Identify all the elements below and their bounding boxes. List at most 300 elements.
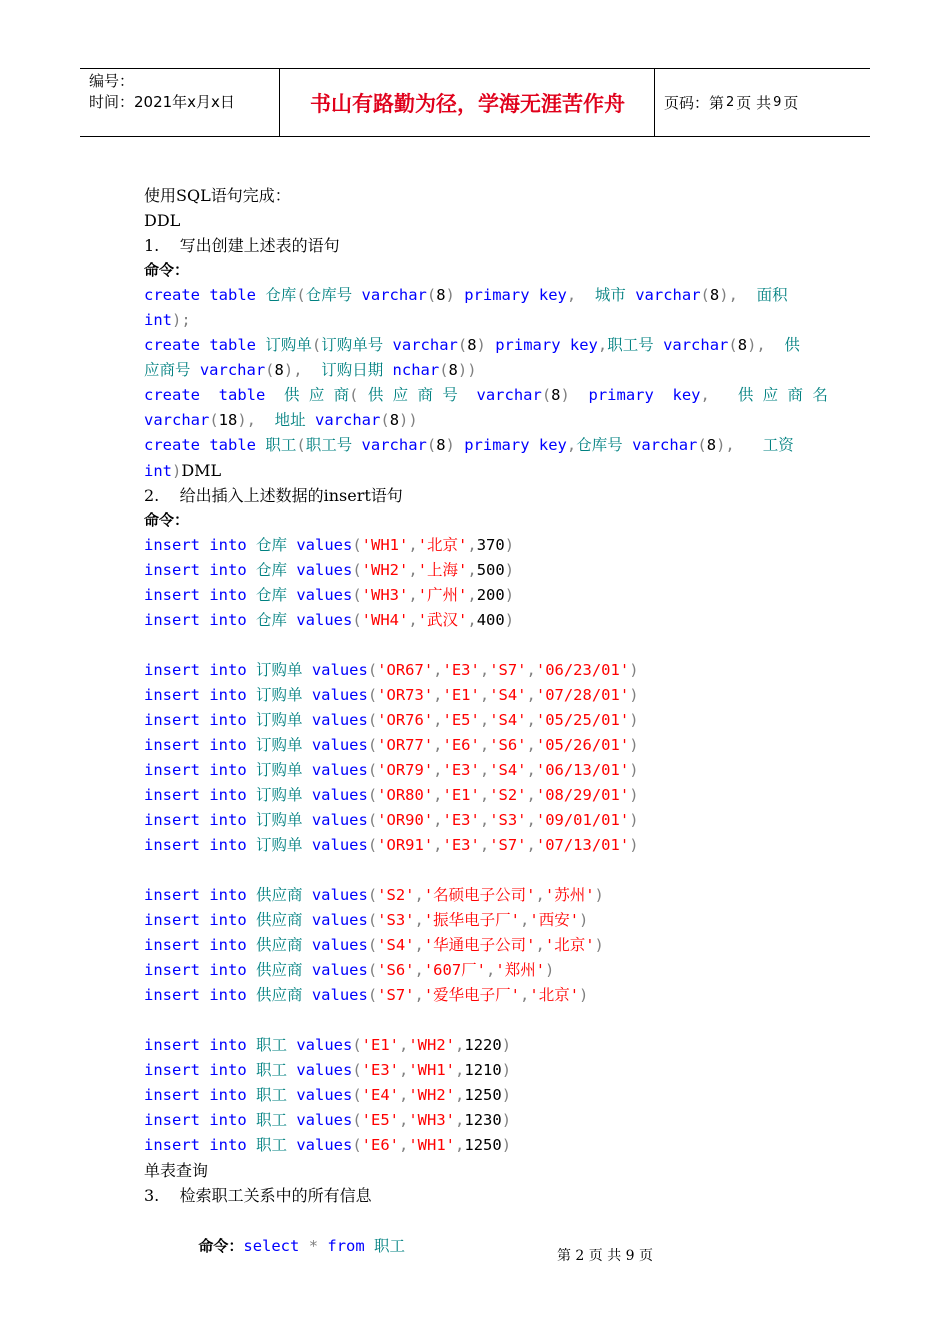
code-token-pun: ) xyxy=(476,336,496,354)
code-token-pun: ( xyxy=(367,686,378,704)
code-token-str: 'E3' xyxy=(361,1061,399,1079)
code-token-kw: insert into xyxy=(144,1061,256,1079)
code-token-str: 'WH1' xyxy=(408,1136,456,1154)
code-token-pun: , xyxy=(433,736,443,754)
code-token-kw: insert into xyxy=(144,686,256,704)
code-token-num: 1220 xyxy=(464,1036,502,1054)
code-token-id: 职工 xyxy=(255,1036,297,1054)
code-token-kw: varchar xyxy=(361,286,427,304)
ddl-code-block xyxy=(144,283,828,483)
code-token-id: 供应商 xyxy=(255,911,312,929)
code-token-pun: ) xyxy=(629,761,639,779)
code-token-str: 'S3' xyxy=(377,911,415,929)
code-token-kw: values xyxy=(311,811,368,829)
code-token-pun: , xyxy=(479,836,490,854)
code-line xyxy=(144,708,810,733)
code-line xyxy=(144,583,810,608)
code-token-str: 'S4' xyxy=(377,936,415,954)
code-token-pun: , xyxy=(566,286,595,304)
code-token-pun: ( xyxy=(697,436,707,454)
code-line xyxy=(144,308,810,333)
code-token-pun: ( xyxy=(352,1136,362,1154)
code-token-pun: ( xyxy=(367,911,378,929)
code-token-num: 8 xyxy=(389,411,400,429)
code-token-pun: , xyxy=(399,1111,409,1129)
code-line xyxy=(144,1033,810,1058)
document-body xyxy=(144,183,828,1255)
code-line xyxy=(144,458,810,483)
code-line xyxy=(144,833,810,858)
code-token-kw: values xyxy=(296,1136,353,1154)
code-token-kw: varchar xyxy=(476,386,542,404)
code-token-pun: ) xyxy=(629,786,639,804)
code-token-pun: , xyxy=(414,961,424,979)
code-token-kw: insert into xyxy=(144,1036,256,1054)
code-token-str: '607厂' xyxy=(423,961,487,979)
command-label: 命令： xyxy=(144,261,190,279)
code-token-pun: , xyxy=(526,661,536,679)
code-token-id: 工资 xyxy=(762,436,794,454)
code-token-pun: ) xyxy=(579,911,589,929)
question-1: 1. 写出创建上述表的语句 xyxy=(144,236,340,255)
code-token-pun: ), xyxy=(747,336,785,354)
code-token-txt: DML xyxy=(181,461,222,480)
question-2: 2. 给出插入上述数据的insert语句 xyxy=(144,486,403,505)
code-token-kw: nchar xyxy=(392,361,440,379)
code-token-pun: , xyxy=(526,686,536,704)
code-token-id: 职工 xyxy=(255,1061,297,1079)
code-token-id: 供 应 商 号 xyxy=(367,386,477,404)
code-token-pun: , xyxy=(467,561,477,579)
blank-line xyxy=(144,858,810,883)
code-token-pun: ) xyxy=(504,536,515,554)
command-label: 命令： xyxy=(144,511,190,529)
code-token-pun: , xyxy=(526,761,536,779)
code-token-str: 'OR67' xyxy=(377,661,434,679)
code-token-num: 370 xyxy=(476,536,505,554)
code-token-pun: ) xyxy=(560,386,589,404)
code-token-pun: ( xyxy=(352,586,362,604)
code-token-pun: , xyxy=(433,811,443,829)
code-token-pun: ( xyxy=(457,336,468,354)
code-token-pun: ) xyxy=(172,462,182,480)
code-line xyxy=(144,808,810,833)
code-token-str: 'OR76' xyxy=(377,711,434,729)
code-token-pun: ( xyxy=(426,436,437,454)
code-token-id: 订购单 xyxy=(265,336,312,354)
code-token-str: 'S3' xyxy=(489,811,527,829)
code-token-pun: ) xyxy=(501,1061,512,1079)
page-prefix: 页码：第 xyxy=(664,94,725,112)
code-token-pun: ( xyxy=(367,886,378,904)
document-header xyxy=(80,68,870,137)
code-token-id: 订购单 xyxy=(255,786,312,804)
header-date-label: 时间：2021年x月x日 xyxy=(89,93,235,111)
code-token-str: '05/26/01' xyxy=(535,736,630,754)
code-token-pun: , xyxy=(526,786,536,804)
code-token-kw: insert into xyxy=(144,611,256,629)
code-token-kw: insert into xyxy=(144,586,256,604)
code-token-str: 'WH2' xyxy=(361,561,409,579)
code-token-pun: ) xyxy=(629,811,639,829)
code-token-pun: ( xyxy=(367,986,378,1004)
code-token-pun: ) xyxy=(504,561,515,579)
code-token-str: '06/13/01' xyxy=(535,761,630,779)
code-token-pun: , xyxy=(455,1061,465,1079)
code-token-str: '武汉' xyxy=(417,611,468,629)
code-token-str: 'WH4' xyxy=(361,611,409,629)
code-token-pun: ( xyxy=(439,361,449,379)
code-token-num: 8 xyxy=(274,361,284,379)
code-token-pun: ( xyxy=(367,736,378,754)
code-token-pun: , xyxy=(433,836,443,854)
code-token-pun: , xyxy=(467,536,477,554)
dml-code-block xyxy=(144,533,810,1158)
code-token-kw: values xyxy=(311,886,368,904)
code-token-kw: values xyxy=(311,936,368,954)
select-command-line xyxy=(144,1208,810,1255)
code-token-num: 8 xyxy=(436,286,446,304)
code-token-kw: varchar xyxy=(144,411,210,429)
header-meta-cell xyxy=(80,69,280,136)
code-token-kw: values xyxy=(296,611,353,629)
code-token-pun: ( xyxy=(367,961,378,979)
code-token-pun: , xyxy=(408,611,418,629)
code-token-pun: , xyxy=(433,761,443,779)
code-token-pun: ( xyxy=(352,1086,362,1104)
code-token-pun: ( xyxy=(380,411,390,429)
code-token-str: 'E3' xyxy=(442,836,480,854)
code-token-num: 8 xyxy=(551,386,561,404)
code-token-id: 仓库号 xyxy=(576,436,633,454)
code-line xyxy=(144,683,810,708)
code-token-kw: values xyxy=(296,1086,353,1104)
code-token-kw: select xyxy=(243,1237,309,1255)
code-line xyxy=(144,983,810,1008)
code-token-id: 仓库 xyxy=(255,561,297,579)
code-token-str: '名硕电子公司' xyxy=(423,886,536,904)
code-token-kw: values xyxy=(311,686,368,704)
code-token-str: 'E4' xyxy=(361,1086,399,1104)
code-line xyxy=(144,283,810,308)
code-token-kw: varchar xyxy=(361,436,427,454)
code-token-kw: create table xyxy=(144,386,284,404)
code-token-id: 职工号 xyxy=(607,336,664,354)
intro-text: 使用SQL语句完成： xyxy=(144,186,291,205)
code-token-num: 8 xyxy=(436,436,446,454)
code-token-kw: insert into xyxy=(144,736,256,754)
code-token-str: '华通电子公司' xyxy=(423,936,536,954)
code-token-pun: ), xyxy=(237,411,275,429)
code-token-pun: ( xyxy=(311,336,322,354)
code-token-pun: , xyxy=(408,586,418,604)
code-token-num: 1250 xyxy=(464,1136,502,1154)
code-token-pun: ( xyxy=(349,386,368,404)
code-token-pun: ( xyxy=(367,786,378,804)
code-token-pun: , xyxy=(433,686,443,704)
code-token-id: 订购单 xyxy=(255,686,312,704)
code-token-str: '07/13/01' xyxy=(535,836,630,854)
code-token-kw: values xyxy=(311,836,368,854)
code-token-str: 'E3' xyxy=(442,761,480,779)
code-token-kw: insert into xyxy=(144,811,256,829)
code-token-pun: , xyxy=(455,1111,465,1129)
code-token-kw: primary key xyxy=(495,336,598,354)
code-token-id: 职工 xyxy=(265,436,297,454)
code-token-pun: ( xyxy=(728,336,738,354)
code-token-pun: , xyxy=(479,736,490,754)
code-token-kw: insert into xyxy=(144,911,256,929)
code-token-id: 订购单 xyxy=(255,761,312,779)
code-token-id: 供应商 xyxy=(255,986,312,1004)
code-token-pun: * xyxy=(308,1237,328,1255)
code-token-id: 仓库 xyxy=(255,611,297,629)
code-token-kw: insert into xyxy=(144,536,256,554)
code-token-pun: ( xyxy=(209,411,219,429)
code-token-str: 'S6' xyxy=(377,961,415,979)
code-token-pun: ) xyxy=(594,886,604,904)
code-token-str: 'WH2' xyxy=(408,1086,456,1104)
code-token-num: 200 xyxy=(476,586,505,604)
code-token-str: 'OR79' xyxy=(377,761,434,779)
code-token-pun: , xyxy=(535,936,545,954)
code-token-num: 1250 xyxy=(464,1086,502,1104)
code-token-id: 职工 xyxy=(255,1086,297,1104)
header-number-label: 编号： xyxy=(89,72,135,90)
code-token-str: 'E1' xyxy=(361,1036,399,1054)
code-token-id: 职工 xyxy=(255,1136,297,1154)
code-token-str: '广州' xyxy=(417,586,468,604)
code-token-str: '苏州' xyxy=(544,886,595,904)
code-token-pun: , xyxy=(479,786,490,804)
code-token-pun: , xyxy=(414,986,424,1004)
code-line xyxy=(144,883,810,908)
code-token-str: '北京' xyxy=(544,936,595,954)
code-token-pun: , xyxy=(479,761,490,779)
code-token-id: 订购单 xyxy=(255,736,312,754)
code-token-num: 18 xyxy=(218,411,238,429)
code-token-str: 'S7' xyxy=(489,836,527,854)
code-token-pun: ) xyxy=(629,736,639,754)
code-token-pun: ( xyxy=(367,661,378,679)
code-token-pun: , xyxy=(479,686,490,704)
code-token-str: '08/29/01' xyxy=(535,786,630,804)
code-token-pun: , xyxy=(486,961,496,979)
code-token-pun: ), xyxy=(283,361,322,379)
code-token-str: 'WH3' xyxy=(408,1111,456,1129)
code-token-id: 地址 xyxy=(274,411,316,429)
code-token-pun: ) xyxy=(504,586,515,604)
code-token-id: 面积 xyxy=(756,286,788,304)
code-token-pun: ); xyxy=(172,311,191,329)
code-token-pun: , xyxy=(479,811,490,829)
code-token-id: 职工 xyxy=(255,1111,297,1129)
code-token-pun: ) xyxy=(629,836,639,854)
code-token-str: 'S4' xyxy=(489,761,527,779)
code-token-str: 'S2' xyxy=(489,786,527,804)
code-token-id: 仓库 xyxy=(255,536,297,554)
code-token-str: 'WH3' xyxy=(361,586,409,604)
code-line xyxy=(144,783,810,808)
code-token-kw: varchar xyxy=(199,361,266,379)
header-motto: 书山有路勤为径，学海无涯苦作舟 xyxy=(281,69,655,136)
code-token-str: 'S4' xyxy=(489,686,527,704)
code-token-str: '北京' xyxy=(529,986,580,1004)
code-token-str: 'OR91' xyxy=(377,836,434,854)
code-token-num: 8 xyxy=(448,361,458,379)
code-token-str: 'S4' xyxy=(489,711,527,729)
code-token-pun: , xyxy=(455,1086,465,1104)
code-token-str: 'OR90' xyxy=(377,811,434,829)
code-line xyxy=(144,358,810,383)
code-token-str: 'OR80' xyxy=(377,786,434,804)
code-token-str: 'E6' xyxy=(442,736,480,754)
code-token-pun: ( xyxy=(426,286,437,304)
code-token-str: 'E5' xyxy=(442,711,480,729)
code-token-pun: ) xyxy=(501,1111,512,1129)
code-token-id: 城市 xyxy=(594,286,636,304)
code-token-id: 订购单号 xyxy=(321,336,393,354)
code-token-str: '西安' xyxy=(529,911,580,929)
code-token-id: 仓库 xyxy=(265,286,297,304)
code-token-id: 职工号 xyxy=(305,436,362,454)
code-token-str: 'S7' xyxy=(377,986,415,1004)
code-token-kw: insert into xyxy=(144,836,256,854)
code-token-kw: insert into xyxy=(144,986,256,1004)
code-token-pun: , xyxy=(526,711,536,729)
code-token-pun: ) xyxy=(594,936,604,954)
code-token-pun: , xyxy=(526,736,536,754)
code-token-kw: values xyxy=(311,911,368,929)
code-line xyxy=(144,908,810,933)
code-token-pun: ) xyxy=(445,286,465,304)
code-token-pun: ( xyxy=(352,611,362,629)
code-token-id: 订购日期 xyxy=(321,361,393,379)
code-token-id: 应商号 xyxy=(144,361,200,379)
code-token-kw: create table xyxy=(144,286,266,304)
code-token-pun: ( xyxy=(265,361,275,379)
code-token-pun: , xyxy=(399,1061,409,1079)
code-token-kw: insert into xyxy=(144,661,256,679)
code-token-kw: varchar xyxy=(635,286,701,304)
code-token-pun: ( xyxy=(352,1111,362,1129)
code-token-pun: ( xyxy=(367,811,378,829)
code-token-pun: ) xyxy=(629,686,639,704)
code-token-id: 订购单 xyxy=(255,811,312,829)
code-token-pun: ( xyxy=(352,1061,362,1079)
code-token-pun: , xyxy=(700,386,738,404)
code-line xyxy=(144,533,810,558)
code-token-str: 'OR73' xyxy=(377,686,434,704)
code-token-pun: ( xyxy=(541,386,552,404)
code-token-str: 'WH2' xyxy=(408,1036,456,1054)
code-token-kw: insert into xyxy=(144,761,256,779)
code-token-str: '06/23/01' xyxy=(535,661,630,679)
code-token-num: 1230 xyxy=(464,1111,502,1129)
code-token-pun: , xyxy=(414,911,424,929)
code-line xyxy=(144,1083,810,1108)
code-token-pun: ( xyxy=(296,286,306,304)
code-token-num: 1210 xyxy=(464,1061,502,1079)
page-mid: 页 共 xyxy=(736,94,772,112)
code-token-kw: values xyxy=(311,786,368,804)
code-token-num: 8 xyxy=(467,336,477,354)
code-token-str: 'WH1' xyxy=(408,1061,456,1079)
code-token-pun: , xyxy=(535,886,545,904)
code-token-num: 400 xyxy=(476,611,505,629)
code-token-str: 'S7' xyxy=(489,661,527,679)
code-token-num: 500 xyxy=(476,561,505,579)
code-token-kw: primary key xyxy=(464,286,567,304)
code-token-pun: , xyxy=(467,611,477,629)
code-token-kw: values xyxy=(296,1111,353,1129)
code-token-pun: , xyxy=(399,1036,409,1054)
code-token-str: 'E3' xyxy=(442,811,480,829)
code-token-kw: values xyxy=(311,736,368,754)
code-line xyxy=(144,433,810,458)
code-token-str: '上海' xyxy=(417,561,468,579)
blank-line xyxy=(144,1008,810,1033)
ddl-heading: DDL xyxy=(144,211,181,230)
code-line xyxy=(144,408,810,433)
code-token-pun: ) xyxy=(501,1036,512,1054)
code-line xyxy=(144,383,828,408)
code-token-str: '爱华电子厂' xyxy=(423,986,521,1004)
code-token-kw: create table xyxy=(144,436,266,454)
code-token-id: 订购单 xyxy=(255,836,312,854)
header-page-indicator xyxy=(655,69,870,136)
code-token-id: 供应商 xyxy=(255,961,312,979)
page-suffix: 页 xyxy=(783,94,799,112)
code-token-str: 'S6' xyxy=(489,736,527,754)
code-token-pun: )) xyxy=(399,411,418,429)
code-token-pun: ( xyxy=(367,936,378,954)
code-token-kw: varchar xyxy=(315,411,381,429)
code-token-pun: , xyxy=(399,1136,409,1154)
code-token-kw: primary key xyxy=(464,436,567,454)
code-token-kw: varchar xyxy=(392,336,458,354)
code-line xyxy=(144,1058,810,1083)
code-token-pun: ( xyxy=(296,436,306,454)
code-line xyxy=(144,933,810,958)
code-token-kw: values xyxy=(311,711,368,729)
code-token-pun: , xyxy=(399,1086,409,1104)
code-token-str: 'OR77' xyxy=(377,736,434,754)
code-token-pun: ( xyxy=(367,711,378,729)
code-token-pun: , xyxy=(566,436,577,454)
code-token-pun: , xyxy=(479,661,490,679)
code-token-pun: , xyxy=(455,1036,465,1054)
code-token-id: 仓库号 xyxy=(305,286,362,304)
code-token-str: 'E6' xyxy=(361,1136,399,1154)
code-token-kw: values xyxy=(311,986,368,1004)
code-token-str: '07/28/01' xyxy=(535,686,630,704)
code-token-id: 供 应 商 名 xyxy=(737,386,828,404)
code-token-kw: values xyxy=(296,1036,353,1054)
code-token-str: 'E5' xyxy=(361,1111,399,1129)
code-token-kw: insert into xyxy=(144,1136,256,1154)
code-token-pun: ) xyxy=(629,661,639,679)
code-token-pun: , xyxy=(414,886,424,904)
code-token-pun: , xyxy=(433,711,443,729)
code-line xyxy=(144,758,810,783)
code-token-str: '北京' xyxy=(417,536,468,554)
code-token-kw: insert into xyxy=(144,561,256,579)
code-token-str: 'E3' xyxy=(442,661,480,679)
code-token-pun: ( xyxy=(700,286,710,304)
code-token-str: '09/01/01' xyxy=(535,811,630,829)
code-token-kw: insert into xyxy=(144,1086,256,1104)
